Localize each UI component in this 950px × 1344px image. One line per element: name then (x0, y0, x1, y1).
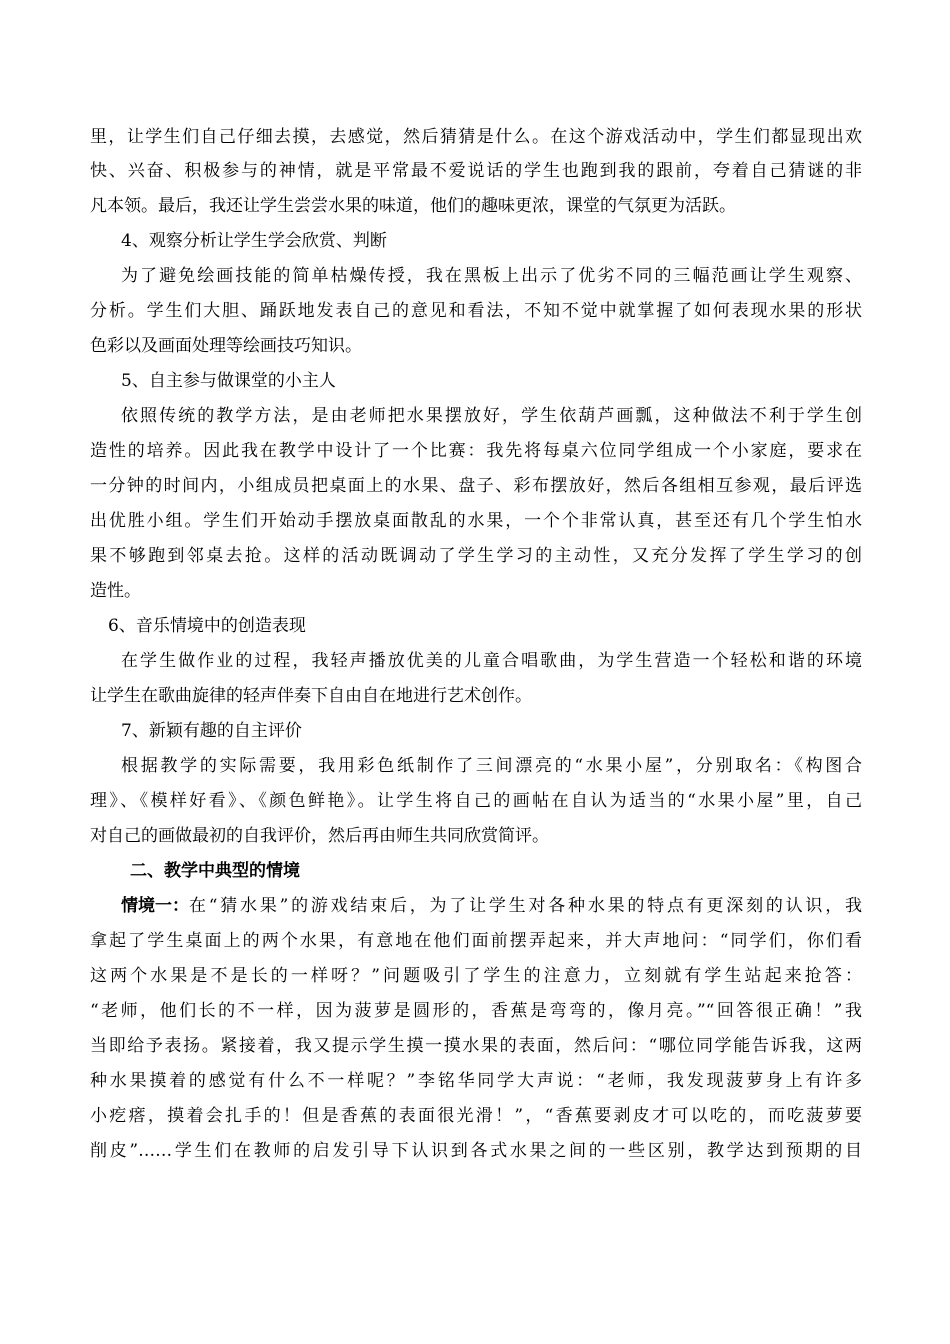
paragraph-line: 拿起了学生桌面上的两个水果，有意地在他们面前摆弄起来，并大声地问：“同学们，你们看 (90, 931, 862, 951)
scenario-line (121, 891, 862, 921)
section-heading-2: 二、教学中典型的情境 (130, 861, 300, 881)
section-heading-7: 7、新颖有趣的自主评价 (121, 721, 302, 741)
paragraph-line: 小疙瘩，摸着会扎手的！但是香蕉的表面很光滑！”，“香蕉要剥皮才可以吃的，而吃菠萝要 (90, 1106, 862, 1126)
section-heading-6: 6、音乐情境中的创造表现 (108, 616, 306, 636)
paragraph-line: 对自己的画做最初的自我评价，然后再由师生共同欣赏简评。 (90, 826, 549, 846)
paragraph-text: 在“猜水果”的游戏结束后，为了让学生对各种水果的特点有更深刻的认识，我 (189, 896, 862, 916)
paragraph-line: 里，让学生们自己仔细去摸，去感觉，然后猜猜是什么。在这个游戏活动中，学生们都显现出欢 (90, 127, 862, 147)
paragraph-line: 削皮”……学生们在教师的启发引导下认识到各式水果之间的一些区别，教学达到预期的目 (90, 1141, 862, 1161)
paragraph-line: 依照传统的教学方法，是由老师把水果摆放好，学生依葫芦画瓢，这种做法不利于学生创 (121, 406, 862, 426)
paragraph-line: 果不够跑到邻桌去抢。这样的活动既调动了学生学习的主动性，又充分发挥了学生学习的创 (90, 546, 862, 566)
paragraph-line: 凡本领。最后，我还让学生尝尝水果的味道，他们的趣味更浓，课堂的气氛更为活跃。 (90, 196, 736, 216)
section-heading-4: 4、观察分析让学生学会欣赏、判断 (121, 231, 387, 251)
paragraph-line: 分析。学生们大胆、踊跃地发表自己的意见和看法，不知不觉中就掌握了如何表现水果的形状 (90, 301, 862, 321)
scenario-label: 情境一： (121, 896, 189, 916)
paragraph-line: 这两个水果是不是长的一样呀？”问题吸引了学生的注意力，立刻就有学生站起来抢答： (90, 966, 862, 986)
paragraph-line: 出优胜小组。学生们开始动手摆放桌面散乱的水果，一个个非常认真，甚至还有几个学生怕水 (90, 511, 862, 531)
paragraph-line: 当即给予表扬。紧接着，我又提示学生摸一摸水果的表面，然后问：“哪位同学能告诉我，这两 (90, 1036, 862, 1056)
paragraph-line: “老师，他们长的不一样，因为菠萝是圆形的，香蕉是弯弯的，像月亮。”“回答很正确！”我 (90, 1001, 862, 1021)
paragraph-line: 造性的培养。因此我在教学中设计了一个比赛：我先将每桌六位同学组成一个小家庭，要求在 (90, 441, 862, 461)
paragraph-line: 一分钟的时间内，小组成员把桌面上的水果、盘子、彩布摆放好，然后各组相互参观，最后评选 (90, 476, 862, 496)
paragraph-line: 造性。 (90, 581, 141, 601)
section-heading-5: 5、自主参与做课堂的小主人 (121, 371, 336, 391)
paragraph-line: 快、兴奋、积极参与的神情，就是平常最不爱说话的学生也跑到我的跟前，夸着自己猜谜的非 (90, 161, 862, 181)
paragraph-line: 让学生在歌曲旋律的轻声伴奏下自由自在地进行艺术创作。 (90, 686, 532, 706)
paragraph-line: 根据教学的实际需要，我用彩色纸制作了三间漂亮的“水果小屋”，分别取名：《构图合 (121, 756, 862, 776)
paragraph-line: 为了避免绘画技能的简单枯燥传授，我在黑板上出示了优劣不同的三幅范画让学生观察、 (121, 266, 862, 286)
paragraph-line: 理》、《模样好看》、《颜色鲜艳》。让学生将自己的画帖在自认为适当的“水果小屋”里，自己 (90, 791, 862, 811)
paragraph-line: 色彩以及画面处理等绘画技巧知识。 (90, 336, 362, 356)
paragraph-line: 种水果摸着的感觉有什么不一样呢？”李铭华同学大声说：“老师，我发现菠萝身上有许多 (90, 1071, 862, 1091)
paragraph-line: 在学生做作业的过程，我轻声播放优美的儿童合唱歌曲，为学生营造一个轻松和谐的环境 (121, 651, 862, 671)
